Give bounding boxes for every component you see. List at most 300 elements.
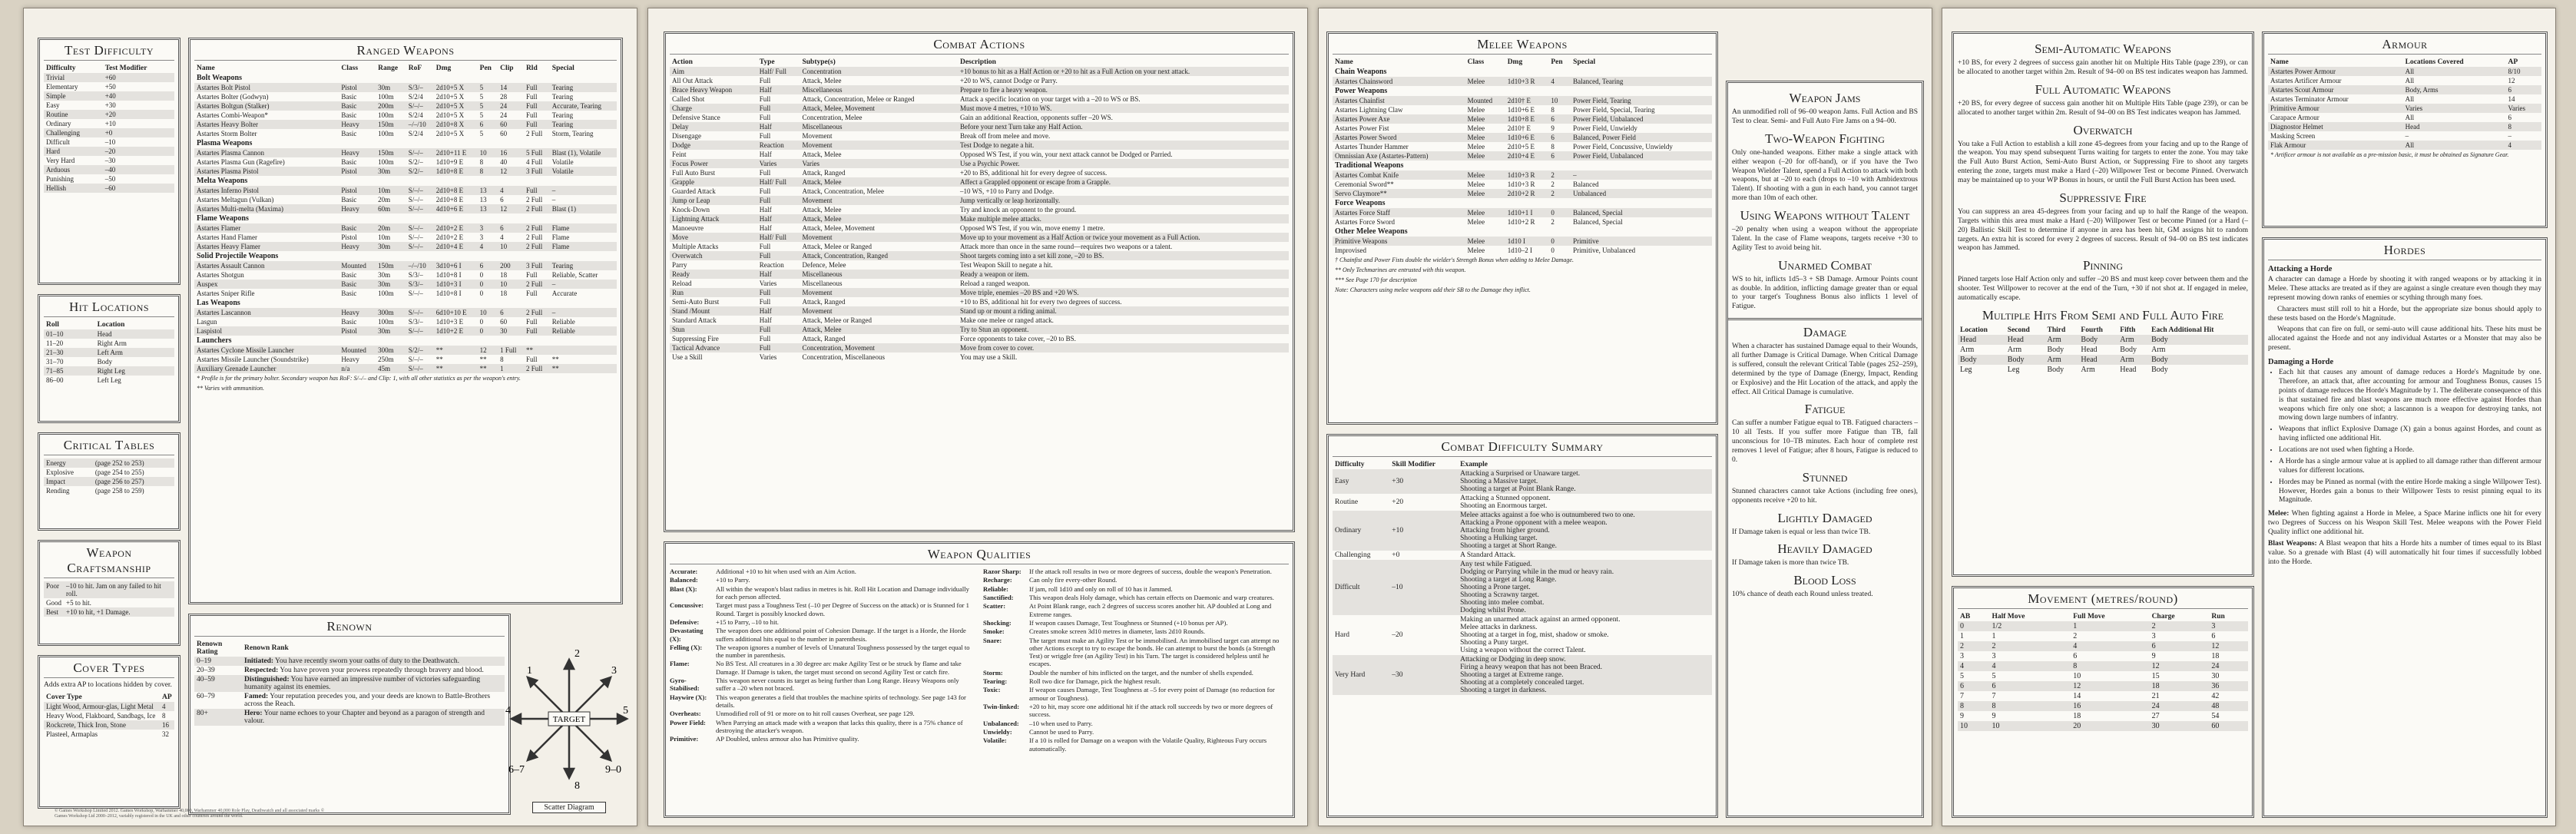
hit-location-cell: 71–85 <box>44 366 95 376</box>
renown-title: Renown <box>194 619 505 637</box>
ranged-weapon-cell: Full <box>524 186 550 195</box>
ranged-weapon-cell: Blast (1) <box>550 204 617 213</box>
cover-type-header-cell: Cover Type <box>46 693 82 701</box>
ranged-weapon-cell: Astartes Plasma Cannon <box>194 148 339 157</box>
ranged-weapon-cell: 4 Full <box>525 158 543 166</box>
ranged-weapons-box <box>188 38 623 604</box>
ranged-weapon-cell: Full <box>525 93 538 101</box>
ranged-weapon-row <box>194 289 617 298</box>
weapon-jams-text: An unmodified roll of 96–00 weapon Jams. Full Action and BS Test to clear. Semi- and Full Auto Fire Jams on a 94–00. <box>1732 108 1918 125</box>
combat-action-cell: Full <box>757 196 800 205</box>
multiple-hits-row <box>1958 335 2248 345</box>
combat-difficulty-example: Shooting a Hulking target. <box>1460 534 1538 542</box>
test-difficulty-cell: +40 <box>103 91 174 101</box>
movement-header-cell: Run <box>2211 613 2225 621</box>
combat-difficulty-row <box>1333 511 1712 551</box>
critical-table-cell: (page 254 to 255) <box>94 468 144 476</box>
melee-weapon-cell: Melee <box>1465 77 1505 86</box>
cover-type-row <box>44 702 174 711</box>
combat-difficulty-header-cell: Difficulty <box>1335 461 1365 468</box>
melee-weapon-cell: Astartes Lightning Claw <box>1335 106 1403 114</box>
combat-difficulty-mod: –30 <box>1389 655 1458 695</box>
movement-title: Movement (metres/round) <box>1958 591 2248 609</box>
weapon-quality-name: Razor Sharp: <box>983 568 1021 575</box>
ranged-weapon-cell: 1d10+3 I <box>434 280 478 289</box>
melee-weapon-cell: Melee <box>1465 114 1505 124</box>
ranged-weapon-cell: Flame <box>550 223 617 233</box>
hit-location-row <box>44 357 174 366</box>
ranged-weapon-note-row <box>194 373 617 383</box>
melee-weapon-cell: 2d10+2 R <box>1505 189 1549 198</box>
movement-cell: 14 <box>2073 692 2081 700</box>
renown-rank-desc: You have recently sworn your oaths of duty to the Deathwatch. <box>275 657 459 665</box>
combat-action-cell: Concentration, Miscellaneous <box>802 353 885 361</box>
multiple-hits-cell: Leg <box>2007 365 2020 374</box>
weapon-quality-item <box>983 677 1289 685</box>
ranged-weapon-cell: Laspistol <box>194 326 339 336</box>
ranged-weapon-cell: 24 <box>498 101 524 111</box>
multiple-hits-cell: Body <box>2149 355 2248 365</box>
weapon-quality-text: Can only fire every-other Round. <box>1029 576 1117 584</box>
combat-action-row <box>670 270 1289 279</box>
renown-rating: 40–59 <box>194 675 242 692</box>
melee-weapon-cell: Balanced, Power Field <box>1571 133 1712 142</box>
critical-table-cell: Rending <box>46 487 70 495</box>
combat-difficulty-example: Shooting a Scrawny target. <box>1460 591 1539 599</box>
combat-action-cell: +20 to BS, additional hit for every degree of success. <box>959 169 1108 177</box>
scatter-label-8: 8 <box>574 780 580 792</box>
combat-action-header-cell: Action <box>672 58 693 66</box>
weapon-qualities-right <box>983 568 1289 753</box>
weapon-quality-name: Snare: <box>983 636 1002 644</box>
test-difficulty-cell: Easy <box>46 101 60 109</box>
test-difficulty-row <box>44 82 174 91</box>
ranged-weapon-cell: 20m <box>376 223 406 233</box>
ranged-weapon-cell: 30m <box>376 242 406 251</box>
scatter-diagram-svg <box>504 646 634 799</box>
combat-action-row <box>670 325 1289 334</box>
ranged-weapon-cell: 2 Full <box>524 280 550 289</box>
combat-action-cell: Attack, Melee <box>802 77 842 84</box>
melee-weapon-cell: Power Field, Tearing <box>1571 96 1712 105</box>
ranged-weapon-cell: 6 <box>500 196 504 204</box>
ranged-weapon-cell: 4 <box>498 186 524 195</box>
melee-weapon-section-row <box>1333 86 1712 96</box>
hit-location-row <box>44 348 174 357</box>
ranged-weapon-cell: Astartes Heavy Bolter <box>194 120 339 129</box>
horde-bullet: • Each hit that causes any amount of damage reduces a Horde's Magnitude by one. Therefore, an attack that, after accounting for armour and Toughness Bonus, causes 15 points of damage reduces the Horde's Magnitude by 1. The deliberate consequence of this is that sustained fire and blast weapons are much more effective against Hordes than weapons which fire only one shot; a lascannon is a weapon for destroying tanks, not mowing down large numbers of infantry. <box>2279 369 2541 423</box>
ranged-weapon-cell: Reliable, Scatter <box>551 271 598 279</box>
attacking-horde-p2: Characters must still roll to hit a Horde, but the appropriate size bonus should apply to these tests based on the Horde's Magnitude. <box>2268 305 2541 323</box>
melee-weapon-cell: 1d10+8 E <box>1505 114 1549 124</box>
combat-action-row <box>670 67 1289 76</box>
ranged-weapon-cell: 2d10+5 X <box>434 101 478 111</box>
movement-header-cell: AB <box>1960 613 1971 621</box>
craftsmanship-row <box>44 581 174 598</box>
ranged-weapon-cell: 10 <box>498 242 524 251</box>
weapon-quality-text: Unmodified roll of 91 or more on to hit roll causes Overheat, see page 129. <box>716 710 915 718</box>
test-difficulty-cell: Hellish <box>44 184 103 193</box>
armour-header-row <box>2268 58 2541 67</box>
armour-cell: Astartes Power Armour <box>2268 67 2403 76</box>
test-difficulty-header-cell: Difficulty <box>46 65 76 72</box>
ranged-weapon-cell: ** <box>551 356 559 363</box>
combat-action-cell: Brace Heavy Weapon <box>670 85 757 94</box>
movement-cell: 9 <box>1960 712 1964 720</box>
movement-cell: 4 <box>1958 661 1989 671</box>
test-difficulty-row <box>44 137 174 147</box>
hit-locations-table <box>44 320 174 385</box>
melee-weapon-cell: Melee <box>1465 189 1505 198</box>
test-difficulty-cell: –40 <box>103 165 174 174</box>
damaging-horde-list <box>2279 369 2541 505</box>
craftsmanship-row <box>44 598 174 607</box>
hit-location-header-row <box>44 320 174 329</box>
weapon-quality-text: +20 to hit, may score one additional hit if the attack roll succeeds by two or more degrees of success. <box>1029 703 1273 719</box>
ranged-weapon-cell: 28 <box>500 93 508 101</box>
combat-action-row <box>670 141 1289 150</box>
combat-action-cell: Break off from melee and move. <box>959 132 1051 140</box>
multiple-hits-table <box>1958 326 2248 375</box>
hit-location-header-cell: Location <box>97 321 125 329</box>
movement-box <box>1952 586 2254 818</box>
combat-difficulty-example: Attacking a Surprised or Unaware target. <box>1460 470 1581 478</box>
melee-weapons-box <box>1326 31 1718 425</box>
combat-difficulty-example: Dodging or Parrying while in the mud or heavy rain. <box>1460 568 1614 576</box>
ranged-weapon-cell: 13 <box>479 196 487 204</box>
cover-type-cell: 4 <box>160 702 174 711</box>
ranged-weapon-row <box>194 148 617 157</box>
combat-action-row <box>670 150 1289 159</box>
weapon-quality-item <box>670 693 975 710</box>
renown-header-row <box>194 640 505 657</box>
renown-row <box>194 709 505 726</box>
combat-difficulty-example: Attacking a Prone opponent with a melee weapon. <box>1460 519 1608 527</box>
melee-weapon-cell: 1d10+6 E <box>1507 106 1535 114</box>
weapon-jams-title: Weapon Jams <box>1789 91 1861 105</box>
ranged-weapon-cell: 60 <box>500 130 508 137</box>
hit-location-cell: 31–70 <box>46 358 64 366</box>
blood-loss-text: 10% chance of death each Round unless treated. <box>1732 591 1873 599</box>
combat-action-cell: Defence, Melee <box>802 261 846 269</box>
test-difficulty-cell: Hard <box>44 147 103 156</box>
ranged-weapon-cell: Basic <box>339 223 376 233</box>
ranged-weapon-cell: 16 <box>498 148 524 157</box>
weapon-quality-text: If weapon causes Damage, Test Toughness at –5 for every point of Damage (no reduction for armour or Toughness). <box>1029 686 1275 702</box>
renown-rank-desc: Your reputation precedes you, and your deeds are known to Battle-Brothers across the Reach. <box>244 693 491 708</box>
melee-weapon-note: Note: Characters using melee weapons add their SB to the Damage they inflict. <box>1335 286 1531 293</box>
renown-rank-name: Initiated: <box>244 657 274 665</box>
critical-table-cell: (page 256 to 257) <box>93 477 174 486</box>
combat-difficulty-row <box>1333 494 1712 511</box>
combat-action-cell: Half <box>757 306 800 316</box>
craftsmanship-cell: +5 to hit. <box>66 599 91 607</box>
cover-type-cell: Heavy Wood, Flakboard, Sandbags, Ice <box>46 711 156 720</box>
ranged-weapon-cell: Astartes Lascannon <box>194 308 339 317</box>
melee-weapon-cell: Power Field, Unbalanced <box>1571 151 1712 161</box>
test-difficulty-table <box>44 64 174 193</box>
hit-location-row <box>44 329 174 339</box>
combat-difficulty-example: Attacking from higher ground. <box>1460 527 1550 534</box>
hit-location-cell: Head <box>95 329 174 339</box>
ranged-weapon-cell: 100m <box>378 130 394 137</box>
ranged-weapon-cell: 30m <box>376 326 406 336</box>
melee-weapon-cell: 2d10† E <box>1507 124 1531 132</box>
armour-cell: All <box>2405 77 2415 84</box>
melee-weapon-cell: Mounted <box>1465 96 1505 105</box>
renown-rank <box>242 657 505 666</box>
weapon-quality-item <box>983 619 1289 627</box>
weapon-quality-name: Primitive: <box>670 735 699 743</box>
melee-weapon-note-row <box>1333 255 1712 265</box>
ranged-weapon-row <box>194 111 617 120</box>
renown-rating: 20–39 <box>197 667 215 674</box>
ranged-weapon-cell: 2 Full <box>525 233 543 241</box>
weapon-qualities-title: Weapon Qualities <box>670 547 1289 564</box>
movement-cell: 36 <box>2209 681 2248 691</box>
combat-action-cell: Move from cover to cover. <box>958 343 1289 352</box>
ranged-weapon-cell: 2 Full <box>525 130 543 137</box>
weapon-quality-name: Felling (X): <box>670 643 703 651</box>
ranged-weapon-cell: 3 <box>479 233 484 241</box>
ranged-weapon-header-cell: Dmg <box>435 65 452 72</box>
melee-weapon-header-row <box>1333 58 1712 67</box>
weapon-quality-text: No BS Test. All creatures in a 30 degree arc make Agility Test or be struck by flame and take Damage. If Damage is taken, the target must second on second Agility Test or catch fire. <box>716 660 962 676</box>
ranged-weapon-cell: Accurate <box>551 290 578 297</box>
combat-action-cell: Attack, Concentration, Melee or Ranged <box>802 95 915 103</box>
ranged-weapon-cell: 12 <box>498 167 524 176</box>
ranged-weapon-cell: 60m <box>376 204 406 213</box>
ranged-weapon-cell: Heavy <box>339 204 376 213</box>
multiple-hits-cell: Head <box>1958 335 2005 345</box>
combat-action-cell: +10 bonus to hit as a Half Action or +20 to hit as a Full Action on your next attack. <box>958 67 1289 76</box>
armour-cell: All <box>2403 141 2506 150</box>
ranged-weapon-cell: S/2/– <box>406 167 434 176</box>
melee-weapon-cell: Power Field, Special, Tearing <box>1573 106 1655 114</box>
combat-difficulty-example: Shooting at a target in fog, mist, shadow or smoke. <box>1460 631 1609 639</box>
melee-weapon-cell: Improvised <box>1335 247 1366 254</box>
critical-table-row <box>44 458 174 468</box>
ranged-weapon-row <box>194 270 617 280</box>
ranged-weapon-header-cell: Special <box>551 65 574 72</box>
weapon-quality-name: Twin-linked: <box>983 703 1020 710</box>
movement-cell: 10 <box>2073 672 2081 680</box>
weapon-quality-text: +10 to Parry. <box>716 576 750 584</box>
ranged-weapon-cell: 30m <box>378 271 391 279</box>
movement-cell: 6 <box>2211 632 2216 640</box>
test-difficulty-cell: –10 <box>104 138 116 146</box>
combat-action-cell: Half <box>757 85 800 94</box>
combat-action-cell: Half <box>757 214 800 223</box>
combat-action-row <box>670 316 1289 325</box>
ranged-weapon-cell: 18 <box>500 290 508 297</box>
test-difficulty-box <box>38 38 180 285</box>
ranged-weapon-cell: 1d10+8 E <box>434 167 478 176</box>
fatigue-text: Can suffer a number Fatigue equal to TB. Fatigued characters –10 all Tests. If you suffer more Fatigue than TB, fall unconscious for 10–TB minutes. Each hour of complete rest removes 1 level of Fatigue; after 8 hours, Fatigue is reduced to 0. <box>1732 419 1918 464</box>
cover-type-cell: Light Wood, Armour-glas, Light Metal <box>44 702 160 711</box>
test-difficulty-cell: Ordinary <box>46 120 71 127</box>
armour-cell: 8 <box>2505 122 2541 131</box>
multiple-hits-cell: Head <box>2081 345 2098 354</box>
weapon-quality-name: Shocking: <box>983 618 1012 627</box>
ranged-weapon-cell: 10m <box>376 186 406 195</box>
melee-weapon-cell: Astartes Chainsword <box>1333 77 1465 86</box>
test-difficulty-cell: +0 <box>103 128 174 137</box>
weapon-quality-item <box>670 644 975 660</box>
weapon-quality-name: Haywire (X): <box>670 693 707 701</box>
melee-weapon-cell: Balanced, Tearing <box>1571 77 1712 86</box>
weapon-quality-item <box>983 720 1289 727</box>
melee-weapon-cell: 1d10+2 R <box>1507 218 1535 226</box>
test-difficulty-cell: Challenging <box>44 128 103 137</box>
melee-weapon-cell: Primitive <box>1571 237 1712 246</box>
combat-difficulty-example: Shooting an Enormous target. <box>1460 502 1548 510</box>
horde-melee-rule <box>2268 510 2541 538</box>
scatter-label-4: 4 <box>505 705 511 717</box>
combat-action-cell: Half/ Full <box>757 67 800 76</box>
movement-row <box>1958 721 2248 731</box>
armour-row <box>2268 122 2541 131</box>
hit-location-cell: 86–00 <box>46 376 64 384</box>
hit-locations-title: Hit Locations <box>44 300 174 317</box>
ranged-weapon-cell: Storm, Tearing <box>551 130 594 137</box>
ranged-weapon-cell: 2d10+8 X <box>434 120 478 129</box>
multiple-hits-header-cell: Fourth <box>2081 326 2103 334</box>
cover-types-table <box>44 693 174 739</box>
ranged-weapon-cell: Astartes Combi-Weapon* <box>197 111 269 119</box>
combat-action-row <box>670 279 1289 288</box>
combat-action-cell: +10 to BS, additional hit for every two degrees of success. <box>959 298 1122 306</box>
movement-cell: 1 <box>1960 632 1964 640</box>
ranged-weapon-cell: 3 Full <box>524 167 550 176</box>
movement-cell: 12 <box>2209 641 2248 651</box>
critical-table-cell: (page 252 to 253) <box>93 458 174 468</box>
melee-weapon-cell: Astartes Combat Knife <box>1333 170 1465 180</box>
ranged-weapon-cell: Blast (1), Volatile <box>550 148 617 157</box>
ranged-weapon-cell: Heavy <box>339 148 376 157</box>
combat-difficulty-row <box>1333 551 1712 560</box>
ranged-weapon-cell: 2d10+5 X <box>435 111 465 119</box>
movement-cell: 6 <box>2150 641 2210 651</box>
combat-action-cell: Manoeuvre <box>672 224 704 232</box>
ranged-weapon-cell: 3 Full <box>524 261 550 270</box>
combat-action-cell: Concentration, Melee <box>802 114 863 121</box>
armour-table <box>2268 58 2541 160</box>
ranged-weapon-section-row <box>194 298 617 308</box>
renown-rating: 0–19 <box>194 657 242 666</box>
critical-tables-box <box>38 432 180 531</box>
weapon-quality-text: When Parrying an attack made with a weapon that lacks this quality, there is a 75% chance of destroying the attacker's weapon. <box>716 718 963 734</box>
ranged-weapon-cell: 30 <box>498 326 524 336</box>
ranged-weapon-row <box>194 317 617 326</box>
armour-cell: All <box>2405 114 2415 121</box>
combat-action-cell: Multiple Attacks <box>672 243 719 250</box>
armour-cell: Masking Screen <box>2270 132 2316 140</box>
test-difficulty-row <box>44 91 174 101</box>
combat-action-cell: Movement <box>800 306 957 316</box>
overwatch-text: You take a Full Action to establish a kill zone 45-degrees from your facing and up to the Range of the weapon. You may spend subsequent Turns waiting for targets to enter the zone. You may take the Full Auto Burst Action, Semi-Auto Burst Action, or Suppressing Fire to shoot any targets entering the zone, targets must make a Hard (–20) Willpower Test or become Pinned. Overwatch may be maintained up to your WP Bonus in hours, or until the Full Burst Action has been used. <box>1958 140 2248 184</box>
combat-difficulty-header-cell: Skill Modifier <box>1392 461 1436 468</box>
combat-difficulty-header-cell: Example <box>1460 461 1488 468</box>
test-difficulty-cell: +30 <box>104 101 116 109</box>
ranged-weapon-cell: – <box>550 186 617 195</box>
ranged-weapon-cell: Basic <box>339 101 376 111</box>
weapon-quality-item <box>983 669 1289 677</box>
scatter-target-label: TARGET <box>552 715 586 724</box>
hordes-box <box>2262 237 2548 818</box>
combat-action-row <box>670 242 1289 251</box>
ranged-weapon-cell: S/–/– <box>408 356 423 363</box>
armour-row <box>2268 104 2541 113</box>
ranged-weapon-section-row <box>194 336 617 346</box>
combat-action-cell: Run <box>670 288 757 297</box>
hit-location-cell: Left Leg <box>97 376 121 384</box>
ranged-weapon-cell: 100m <box>378 111 394 119</box>
ranged-weapon-cell: 30m <box>376 83 406 92</box>
weapon-quality-item <box>983 576 1289 584</box>
two-weapon-text: Only one-handed weapons. Either make a single attack with either weapon (–20 for off-hand), or if you have the Two Weapon Wielder Talent, spend a Full Action to attack with both weapons, but at –20 to each (drops to –10 with Ambidextrous Talent). If shooting with a gun in each hand, you cannot target more than 10m of each other. <box>1732 148 1918 203</box>
ranged-weapon-section-row <box>194 176 617 186</box>
melee-weapon-row <box>1333 124 1712 133</box>
combat-action-cell: Stun <box>670 325 757 334</box>
armour-row <box>2268 131 2541 141</box>
combat-action-cell: Use a Skill <box>672 353 703 361</box>
armour-cell: 6 <box>2505 85 2541 94</box>
weapon-quality-name: Tearing: <box>983 677 1008 686</box>
ranged-weapon-cell: Flame <box>550 242 617 251</box>
hit-location-header-cell: Roll <box>46 321 59 329</box>
ranged-weapon-cell: Auxiliary Grenade Launcher <box>194 364 339 373</box>
ranged-weapon-cell: 5 <box>478 83 498 92</box>
combat-action-cell: Concentration, Movement <box>800 343 957 352</box>
combat-difficulty-example: Shooting a Prone target. <box>1460 584 1531 591</box>
melee-weapon-note: *** See Page 170 for description <box>1335 276 1417 283</box>
ranged-weapon-cell: n/a <box>339 364 376 373</box>
combat-action-cell: Miscellaneous <box>802 280 843 287</box>
armour-title: Armour <box>2268 37 2541 55</box>
movement-cell: 2 <box>1989 641 2071 651</box>
renown-rating: 80+ <box>194 709 242 726</box>
test-difficulty-header-cell: Test Modifier <box>104 65 147 72</box>
melee-weapon-cell: 9 <box>1551 124 1555 132</box>
movement-cell: 30 <box>2211 672 2220 680</box>
movement-cell: 3 <box>1960 652 1964 660</box>
ranged-weapon-cell: Astartes Missile Launcher (Soundstrike) <box>197 356 309 363</box>
melee-weapon-cell: 1d10 I <box>1505 237 1549 246</box>
combat-difficulty-mod: –20 <box>1392 631 1403 639</box>
stunned-text: Stunned characters cannot take Actions (including free ones), opponents receive +20 to hit. <box>1732 487 1918 505</box>
armour-note: * Artificer armour is not available as a pre-mission basic, it must be obtained as Signature Gear. <box>2270 151 2509 158</box>
combat-action-cell: Attack, Melee <box>800 214 957 223</box>
heavily-damaged-title: Heavily Damaged <box>1777 541 1872 557</box>
ranged-weapon-cell: 10m <box>378 233 391 241</box>
combat-difficulty-examples <box>1458 511 1712 551</box>
combat-action-cell: Miscellaneous <box>800 270 957 279</box>
movement-cell: 54 <box>2211 712 2220 720</box>
weapon-quality-text: Target must pass a Toughness Test (–10 per Degree of Success on the attack) or is Stunned for 1 Round. Target is possibly knocked down. <box>716 601 969 617</box>
movement-cell: 1/2 <box>1989 621 2071 631</box>
cover-types-intro: Adds extra AP to locations hidden by cover. <box>44 681 172 689</box>
ranged-weapon-row <box>194 101 617 111</box>
melee-weapon-cell: – <box>1571 170 1712 180</box>
combat-difficulty-example: Shooting a target in darkness. <box>1460 687 1547 694</box>
combat-action-cell: Full <box>759 114 771 121</box>
multiple-hits-cell: Arm <box>2081 365 2095 374</box>
combat-action-cell: Attack, Concentration, Ranged <box>800 251 957 260</box>
ranged-weapon-cell: 40 <box>500 158 508 166</box>
craftsmanship-row <box>44 607 174 617</box>
weapon-quality-text: If jam, roll 1d10 and only on roll of 10 has it Jammed. <box>1029 584 1173 593</box>
